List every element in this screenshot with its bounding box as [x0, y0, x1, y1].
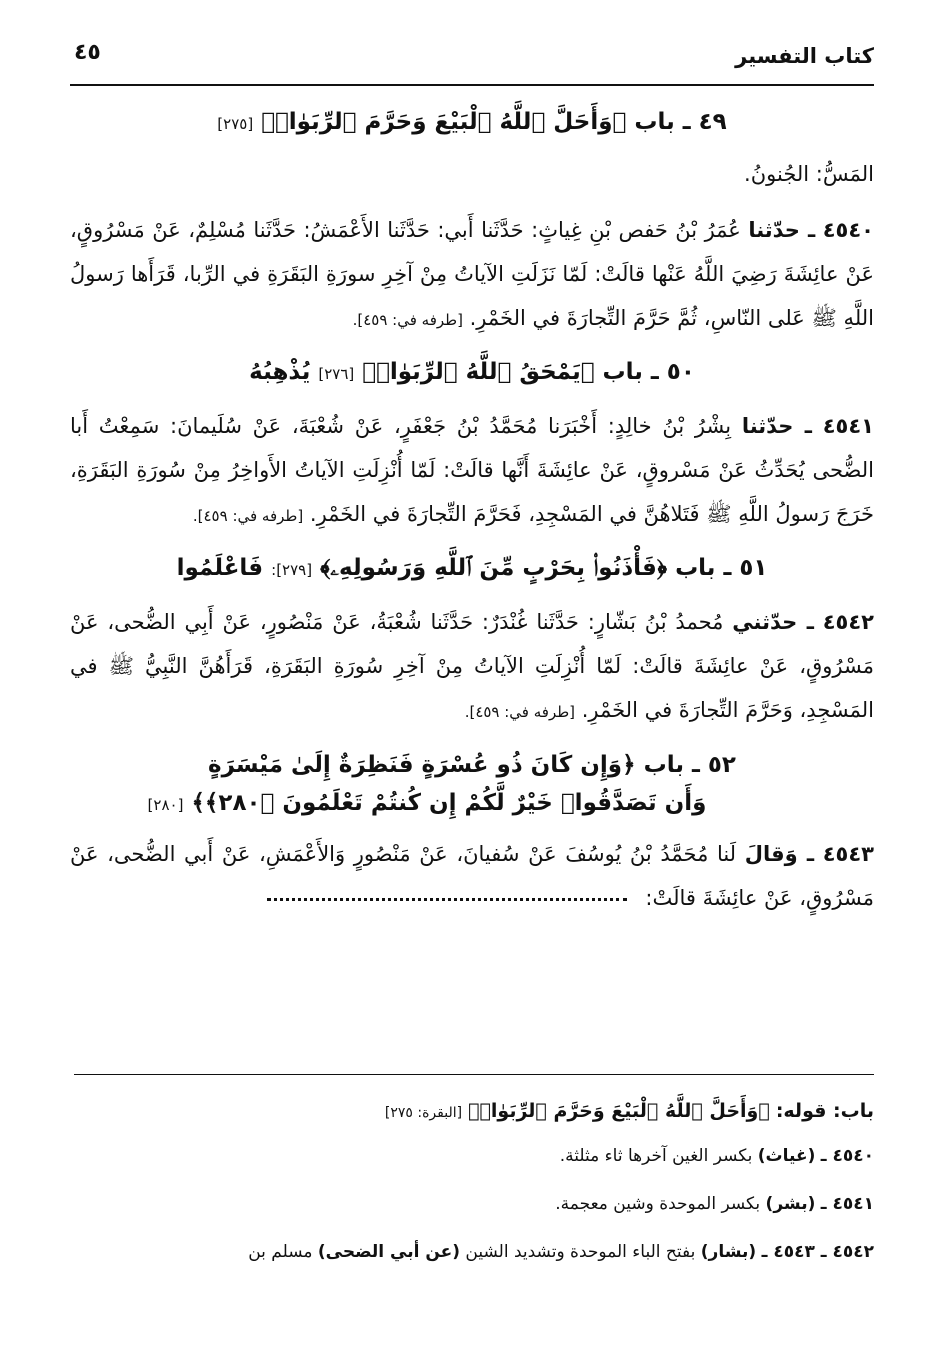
quran-verse-line-1: ﴿وَإِن كَانَ ذُو عُسْرَةٍ فَنَظِرَةٌ إِلَىٰ مَيْسَرَةٍ — [208, 752, 636, 778]
hadith-4540 — [70, 208, 874, 342]
quran-verse: ﴿يَمْحَقُ ٱللَّهُ ٱلرِّبَوٰا۟﴾ — [362, 359, 595, 385]
hadith-text: بِشْرُ بْنُ خالِدٍ: أَخْبَرَنا مُحَمَّدُ بْنُ جَعْفَرٍ، عَنْ شُعْبَةَ، عَنْ سُلَيمانَ: سَمِعْتُ أَبا الضُّحى يُحَدِّثُ عَنْ مَسْروقٍ، عَنْ عائِشَةَ أَنَّها قالَتْ: لَمّا أُنْزِلَتِ الآياتُ الأَواخِرُ مِنْ سُورَةِ البَقَرَةِ، خَرَجَ رَسولُ اللَّهِ ﷺ فَتَلاهُنَّ في المَسْجِدِ، فَحَرَّمَ التِّجارَةَ في الخَمْرِ. — [70, 414, 874, 526]
footnote-chapter-label: باب: قوله: — [775, 1100, 874, 1122]
hadith-lead: ـ حدّثنا — [748, 218, 816, 242]
hadith-number: ٤٥٤١ — [822, 414, 874, 438]
footnotes — [70, 1092, 874, 1282]
footnote-divider — [74, 1074, 874, 1075]
footnote-4540 — [70, 1138, 874, 1174]
hadith-4542 — [70, 600, 874, 734]
verse-reference: [٢٧٦] — [318, 365, 355, 383]
continuation-dots — [267, 897, 627, 901]
verse-reference: [٢٨٠] — [147, 796, 184, 814]
footnote-number: ٤٥٤٠ ـ — [820, 1146, 874, 1166]
hadith-number: ٤٥٤٢ — [822, 610, 874, 634]
footnote-number: ٤٥٤١ ـ — [820, 1194, 874, 1214]
chapter-heading-49 — [70, 104, 874, 142]
main-text — [70, 100, 874, 932]
footnote-4541 — [70, 1186, 874, 1222]
hadith-cross-reference: [طرفه في: ٤٥٩]. — [464, 703, 576, 721]
hadith-text: عُمَرُ بْنُ حَفص بْنِ غِياثٍ: حَدَّثَنا أَبي: حَدَّثَنا الأَعْمَشُ: حَدَّثَنا مُسْلِمٌ، عَنْ مَسْرُوقٍ، عَنْ عائِشَةَ رَضِيَ اللَّهُ عَنْها قالَتْ: لَمّا نَزَلَتِ الآياتُ مِنْ آخِرِ سورَةِ البَقَرَةِ في الرِّبا، قَرَأَها رَسولُ اللَّهِ ﷺ عَلى النّاسِ، ثُمَّ حَرَّمَ التِّجارَةَ في الخَمْرِ. — [70, 218, 874, 330]
chapter-number: ٥٢ ـ باب — [643, 752, 736, 778]
hadith-number: ٤٥٤٣ — [822, 842, 874, 866]
verse-reference: [٢٧٩]: — [271, 561, 313, 579]
quran-verse-line-2: وَأَن تَصَدَّقُوا۟ خَيْرٌ لَّكُمْ إِن كُنتُمْ تَعْلَمُونَ ﴿٢٨٠﴾﴾ — [191, 790, 707, 816]
footnote-quran-verse: ﴿وَأَحَلَّ ٱللَّهُ ٱلْبَيْعَ وَحَرَّمَ ٱلرِّبَوٰا۟﴾ — [468, 1100, 770, 1122]
chapter-gloss: فَاعْلَمُوا — [176, 555, 264, 581]
chapter-gloss: يُذْهِبُهُ — [249, 359, 311, 385]
page-header — [70, 36, 874, 86]
chapter-number: ٥٠ ـ باب — [602, 359, 695, 385]
hadith-lead: ـ حدّثنا — [741, 414, 812, 438]
gloss-text: المَسُّ: الجُنونُ. — [744, 162, 874, 186]
footnote-number: ٤٥٤٢ ـ ٤٥٤٣ ـ — [761, 1242, 874, 1262]
footnote-word: (بشار) — [700, 1242, 757, 1262]
footnote-word-2: (عن أبي الضحى) — [317, 1242, 461, 1262]
footnote-4542-4543 — [70, 1234, 874, 1270]
quran-verse: ﴿فَأْذَنُوا۟ بِحَرْبٍ مِّنَ ٱللَّهِ وَرَسُولِهِۦ﴾ — [320, 555, 668, 581]
hadith-4541 — [70, 404, 874, 538]
footnote-chapter — [70, 1092, 874, 1132]
hadith-number: ٤٥٤٠ — [822, 218, 874, 242]
page-number: ٤٥ — [74, 40, 101, 65]
footnote-text: بكسر الموحدة وشين معجمة. — [555, 1194, 761, 1214]
chapter-heading-51 — [70, 550, 874, 588]
hadith-lead: ـ حدّثني — [732, 610, 814, 634]
footnote-text: بكسر الغين آخرها ثاء مثلثة. — [559, 1146, 753, 1166]
hadith-cross-reference: [طرفه في: ٤٥٩]. — [192, 507, 304, 525]
footnote-word: (بشر) — [765, 1194, 816, 1214]
chapter-number: ٤٩ ـ باب — [634, 109, 727, 135]
footnote-text: بفتح الباء الموحدة وتشديد الشين — [465, 1242, 696, 1262]
quran-verse: ﴿وَأَحَلَّ ٱللَّهُ ٱلْبَيْعَ وَحَرَّمَ ٱلرِّبَوٰا۟﴾ — [261, 109, 627, 135]
book-title: كتاب التفسير — [735, 44, 874, 68]
hadith-text: مُحمدُ بْنُ بَشّارٍ: حَدَّثَنا غُنْدَرٌ: حَدَّثَنا شُعْبَةُ، عَنْ مَنْصُورٍ، عَنْ أَبِي الضُّحى، عَنْ مَسْرُوقٍ، عَنْ عائِشَةَ قالَتْ: لَمّا أُنْزِلَتِ الآياتُ مِنْ آخِرِ سُورَةِ البَقَرَةِ، قَرَأَهُنَّ النَّبِيُّ ﷺ في المَسْجِدِ، وَحَرَّمَ التِّجارَةَ في الخَمْرِ. — [70, 610, 874, 722]
hadith-lead: ـ وَقالَ — [744, 842, 815, 866]
hadith-text: لَنا مُحَمَّدُ بْنُ يُوسُفَ عَنْ سُفيانَ، عَنْ مَنْصُورٍ وَالأَعْمَشِ، عَنْ أَبي الضُّحى، عَنْ مَسْرُوقٍ، عَنْ عائِشَةَ قالَتْ: — [70, 842, 874, 910]
chapter-heading-50 — [70, 354, 874, 392]
verse-reference: [٢٧٥] — [217, 115, 254, 133]
footnote-verse-reference: [البقرة: ٢٧٥] — [384, 1105, 463, 1121]
footnote-word: (غياث) — [757, 1146, 816, 1166]
footnote-text-2: مسلم بن — [248, 1242, 313, 1262]
chapter-heading-52 — [70, 746, 874, 824]
chapter-number: ٥١ ـ باب — [675, 555, 768, 581]
header-divider — [70, 84, 874, 86]
hadith-4543 — [70, 832, 874, 920]
hadith-cross-reference: [طرفه في: ٤٥٩]. — [352, 311, 463, 329]
